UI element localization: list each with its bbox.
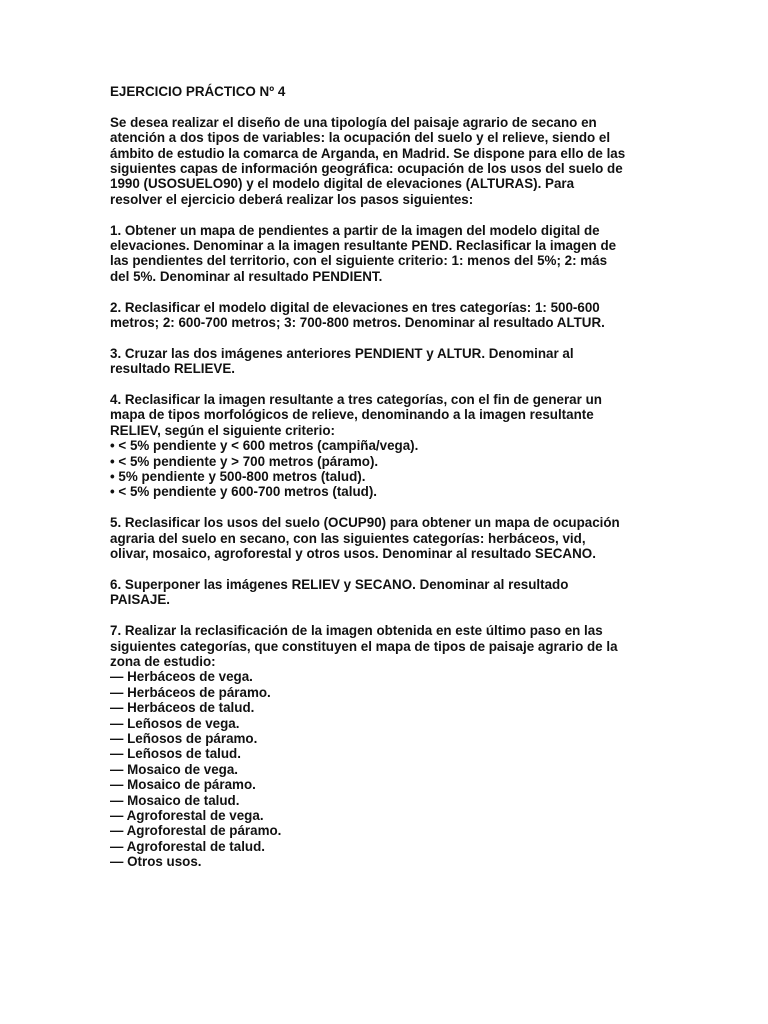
criterion-item: • < 5% pendiente y 600-700 metros (talud). xyxy=(110,484,378,500)
step-5-line: 5. Reclasificar los usos del suelo (OCUP90) para obtener un mapa de ocupación xyxy=(110,515,620,531)
criterion-item: • 5% pendiente y 500-800 metros (talud). xyxy=(110,469,366,485)
step-7-line: siguientes categorías, que constituyen el mapa de tipos de paisaje agrario de la xyxy=(110,638,618,654)
category-item: — Otros usos. xyxy=(110,854,202,870)
step-4-line: mapa de tipos morfológicos de relieve, denominando a la imagen resultante xyxy=(110,407,594,423)
intro-line: resolver el ejercicio deberá realizar los pasos siguientes: xyxy=(110,191,474,207)
step-7-line: 7. Realizar la reclasificación de la imagen obtenida en este último paso en las xyxy=(110,623,603,639)
step-5-paragraph xyxy=(110,515,670,561)
step-3-line: resultado RELIEVE. xyxy=(110,361,236,377)
criterion-item: • < 5% pendiente y > 700 metros (páramo). xyxy=(110,453,379,469)
intro-line: atención a dos tipos de variables: la ocupación del suelo y el relieve, siendo el xyxy=(110,130,611,146)
step-6-line: 6. Superponer las imágenes RELIEV y SECANO. Denominar al resultado xyxy=(110,576,569,592)
criterion-item: • < 5% pendiente y < 600 metros (campiña/vega). xyxy=(110,438,419,454)
step-3-line: 3. Cruzar las dos imágenes anteriores PENDIENT y ALTUR. Denominar al xyxy=(110,345,574,361)
category-item: — Agroforestal de vega. xyxy=(110,807,264,823)
document-title: EJERCICIO PRÁCTICO Nº 4 xyxy=(110,84,286,99)
category-item: — Mosaico de talud. xyxy=(110,792,240,808)
category-item: — Leñosos de talud. xyxy=(110,746,241,762)
category-item: — Herbáceos de páramo. xyxy=(110,684,271,700)
step-3-paragraph xyxy=(110,346,670,377)
intro-paragraph xyxy=(110,115,670,207)
step-1-line: elevaciones. Denominar a la imagen resultante PEND. Reclasificar la imagen de xyxy=(110,238,617,254)
step-2-line: metros; 2: 600-700 metros; 3: 700-800 metros. Denominar al resultado ALTUR. xyxy=(110,315,605,331)
category-item: — Agroforestal de talud. xyxy=(110,838,265,854)
step-1-line: las pendientes del territorio, con el siguiente criterio: 1: menos del 5%; 2: más xyxy=(110,253,608,269)
step-6-paragraph xyxy=(110,577,670,608)
step-2-line: 2. Reclasificar el modelo digital de elevaciones en tres categorías: 1: 500-600 xyxy=(110,299,600,315)
step-4-line: RELIEV, según el siguiente criterio: xyxy=(110,422,335,438)
step-5-line: agraria del suelo en secano, con las siguientes categorías: herbáceos, vid, xyxy=(110,530,586,546)
step-7-paragraph xyxy=(110,623,670,870)
category-item: — Herbáceos de vega. xyxy=(110,669,253,685)
step-5-line: olivar, mosaico, agroforestal y otros usos. Denominar al resultado SECANO. xyxy=(110,546,596,562)
step-4-line: 4. Reclasificar la imagen resultante a tres categorías, con el fin de generar un xyxy=(110,392,602,408)
intro-line: Se desea realizar el diseño de una tipología del paisaje agrario de secano en xyxy=(110,114,597,130)
step-1-line: 1. Obtener un mapa de pendientes a partir de la imagen del modelo digital de xyxy=(110,222,600,238)
step-1-paragraph xyxy=(110,223,670,285)
intro-line: siguientes capas de información geográfica: ocupación de los usos del suelo de xyxy=(110,161,623,177)
category-item: — Herbáceos de talud. xyxy=(110,700,255,716)
step-6-line: PAISAJE. xyxy=(110,592,171,608)
step-7-line: zona de estudio: xyxy=(110,653,216,669)
document-body xyxy=(110,84,670,870)
category-item: — Agroforestal de páramo. xyxy=(110,823,282,839)
category-item: — Mosaico de páramo. xyxy=(110,777,256,793)
category-item: — Leñosos de páramo. xyxy=(110,730,258,746)
step-1-line: del 5%. Denominar al resultado PENDIENT. xyxy=(110,268,383,284)
step-2-paragraph xyxy=(110,300,670,331)
intro-line: 1990 (USOSUELO90) y el modelo digital de elevaciones (ALTURAS). Para xyxy=(110,176,575,192)
category-item: — Mosaico de vega. xyxy=(110,761,238,777)
intro-line: ámbito de estudio la comarca de Arganda, en Madrid. Se dispone para ello de las xyxy=(110,145,626,161)
step-4-paragraph xyxy=(110,392,670,500)
category-item: — Leñosos de vega. xyxy=(110,715,240,731)
